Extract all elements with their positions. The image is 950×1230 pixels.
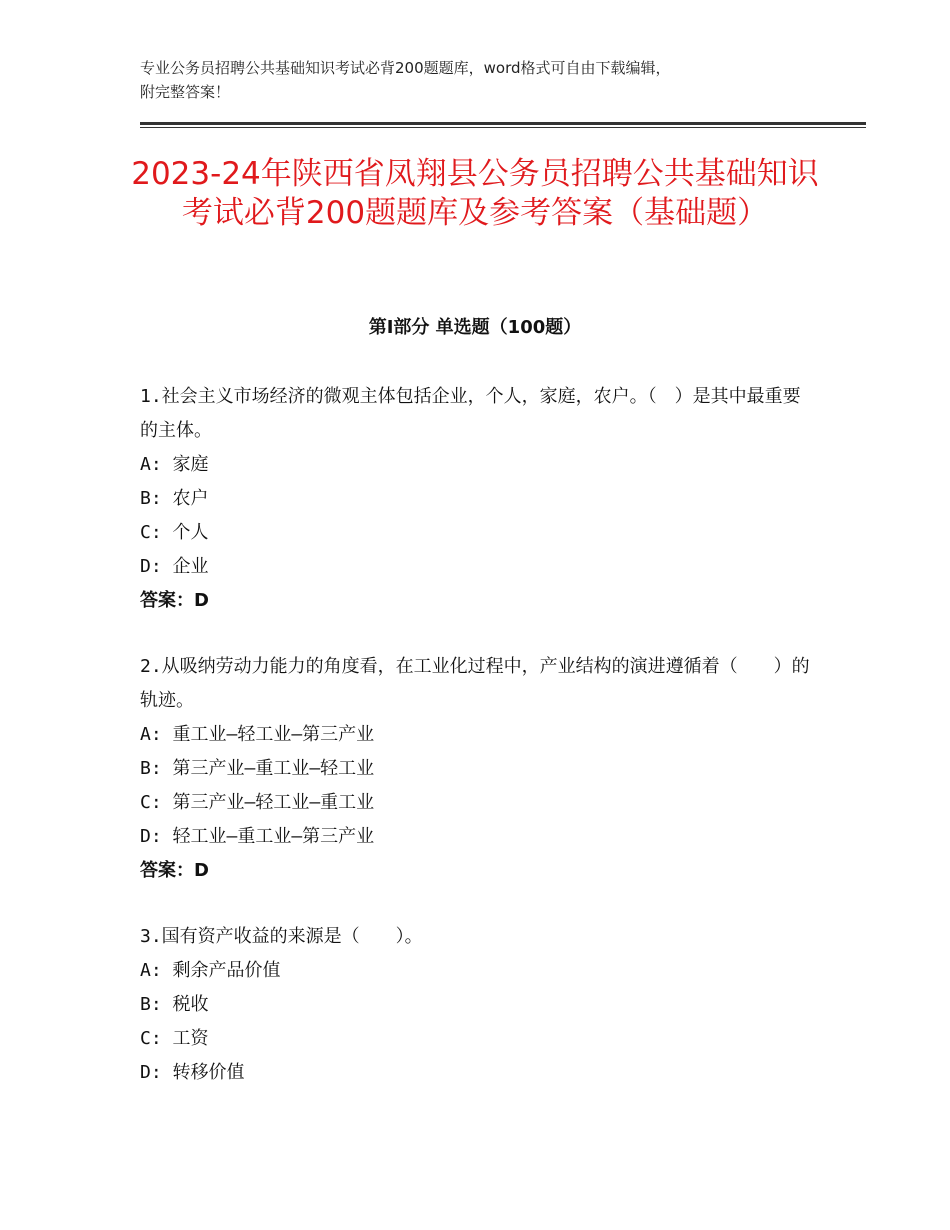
question-text: 3.国有资产收益的来源是（ ）。	[140, 926, 423, 947]
option-c: C: 第三产业—轻工业—重工业	[140, 792, 375, 813]
question-list	[140, 380, 810, 1122]
question-text: 2.从吸纳劳动力能力的角度看，在工业化过程中，产业结构的演进遵循着（ ）的轨迹。	[140, 656, 810, 711]
option-c: C: 个人	[140, 522, 209, 543]
answer-text: 答案：D	[140, 860, 209, 881]
option-d: D: 轻工业—重工业—第三产业	[140, 826, 375, 847]
option-a: A: 家庭	[140, 454, 209, 475]
header-note-line-2: 附完整答案！	[140, 83, 231, 101]
question-item	[140, 650, 810, 888]
question-item	[140, 380, 810, 618]
option-b: B: 第三产业—重工业—轻工业	[140, 758, 375, 779]
answer-text: 答案：D	[140, 590, 209, 611]
option-b: B: 税收	[140, 994, 209, 1015]
header-note	[140, 56, 820, 104]
section-heading: 第Ⅰ部分 单选题（100题）	[368, 317, 582, 338]
header-note-line-1: 专业公务员招聘公共基础知识考试必背200题题库，word格式可自由下载编辑，	[140, 59, 671, 77]
option-b: B: 农户	[140, 488, 209, 509]
header-divider-thick	[140, 122, 866, 125]
option-d: D: 转移价值	[140, 1062, 245, 1083]
header-divider-thin	[140, 127, 866, 128]
option-a: A: 剩余产品价值	[140, 960, 281, 981]
option-a: A: 重工业—轻工业—第三产业	[140, 724, 375, 745]
question-item	[140, 920, 810, 1090]
document-title: 2023-24年陕西省凤翔县公务员招聘公共基础知识考试必背200题题库及参考答案（基础题）	[131, 156, 819, 231]
question-text: 1.社会主义市场经济的微观主体包括企业，个人，家庭，农户。（ ）是其中最重要的主体。	[140, 386, 801, 441]
option-c: C: 工资	[140, 1028, 209, 1049]
option-d: D: 企业	[140, 556, 209, 577]
